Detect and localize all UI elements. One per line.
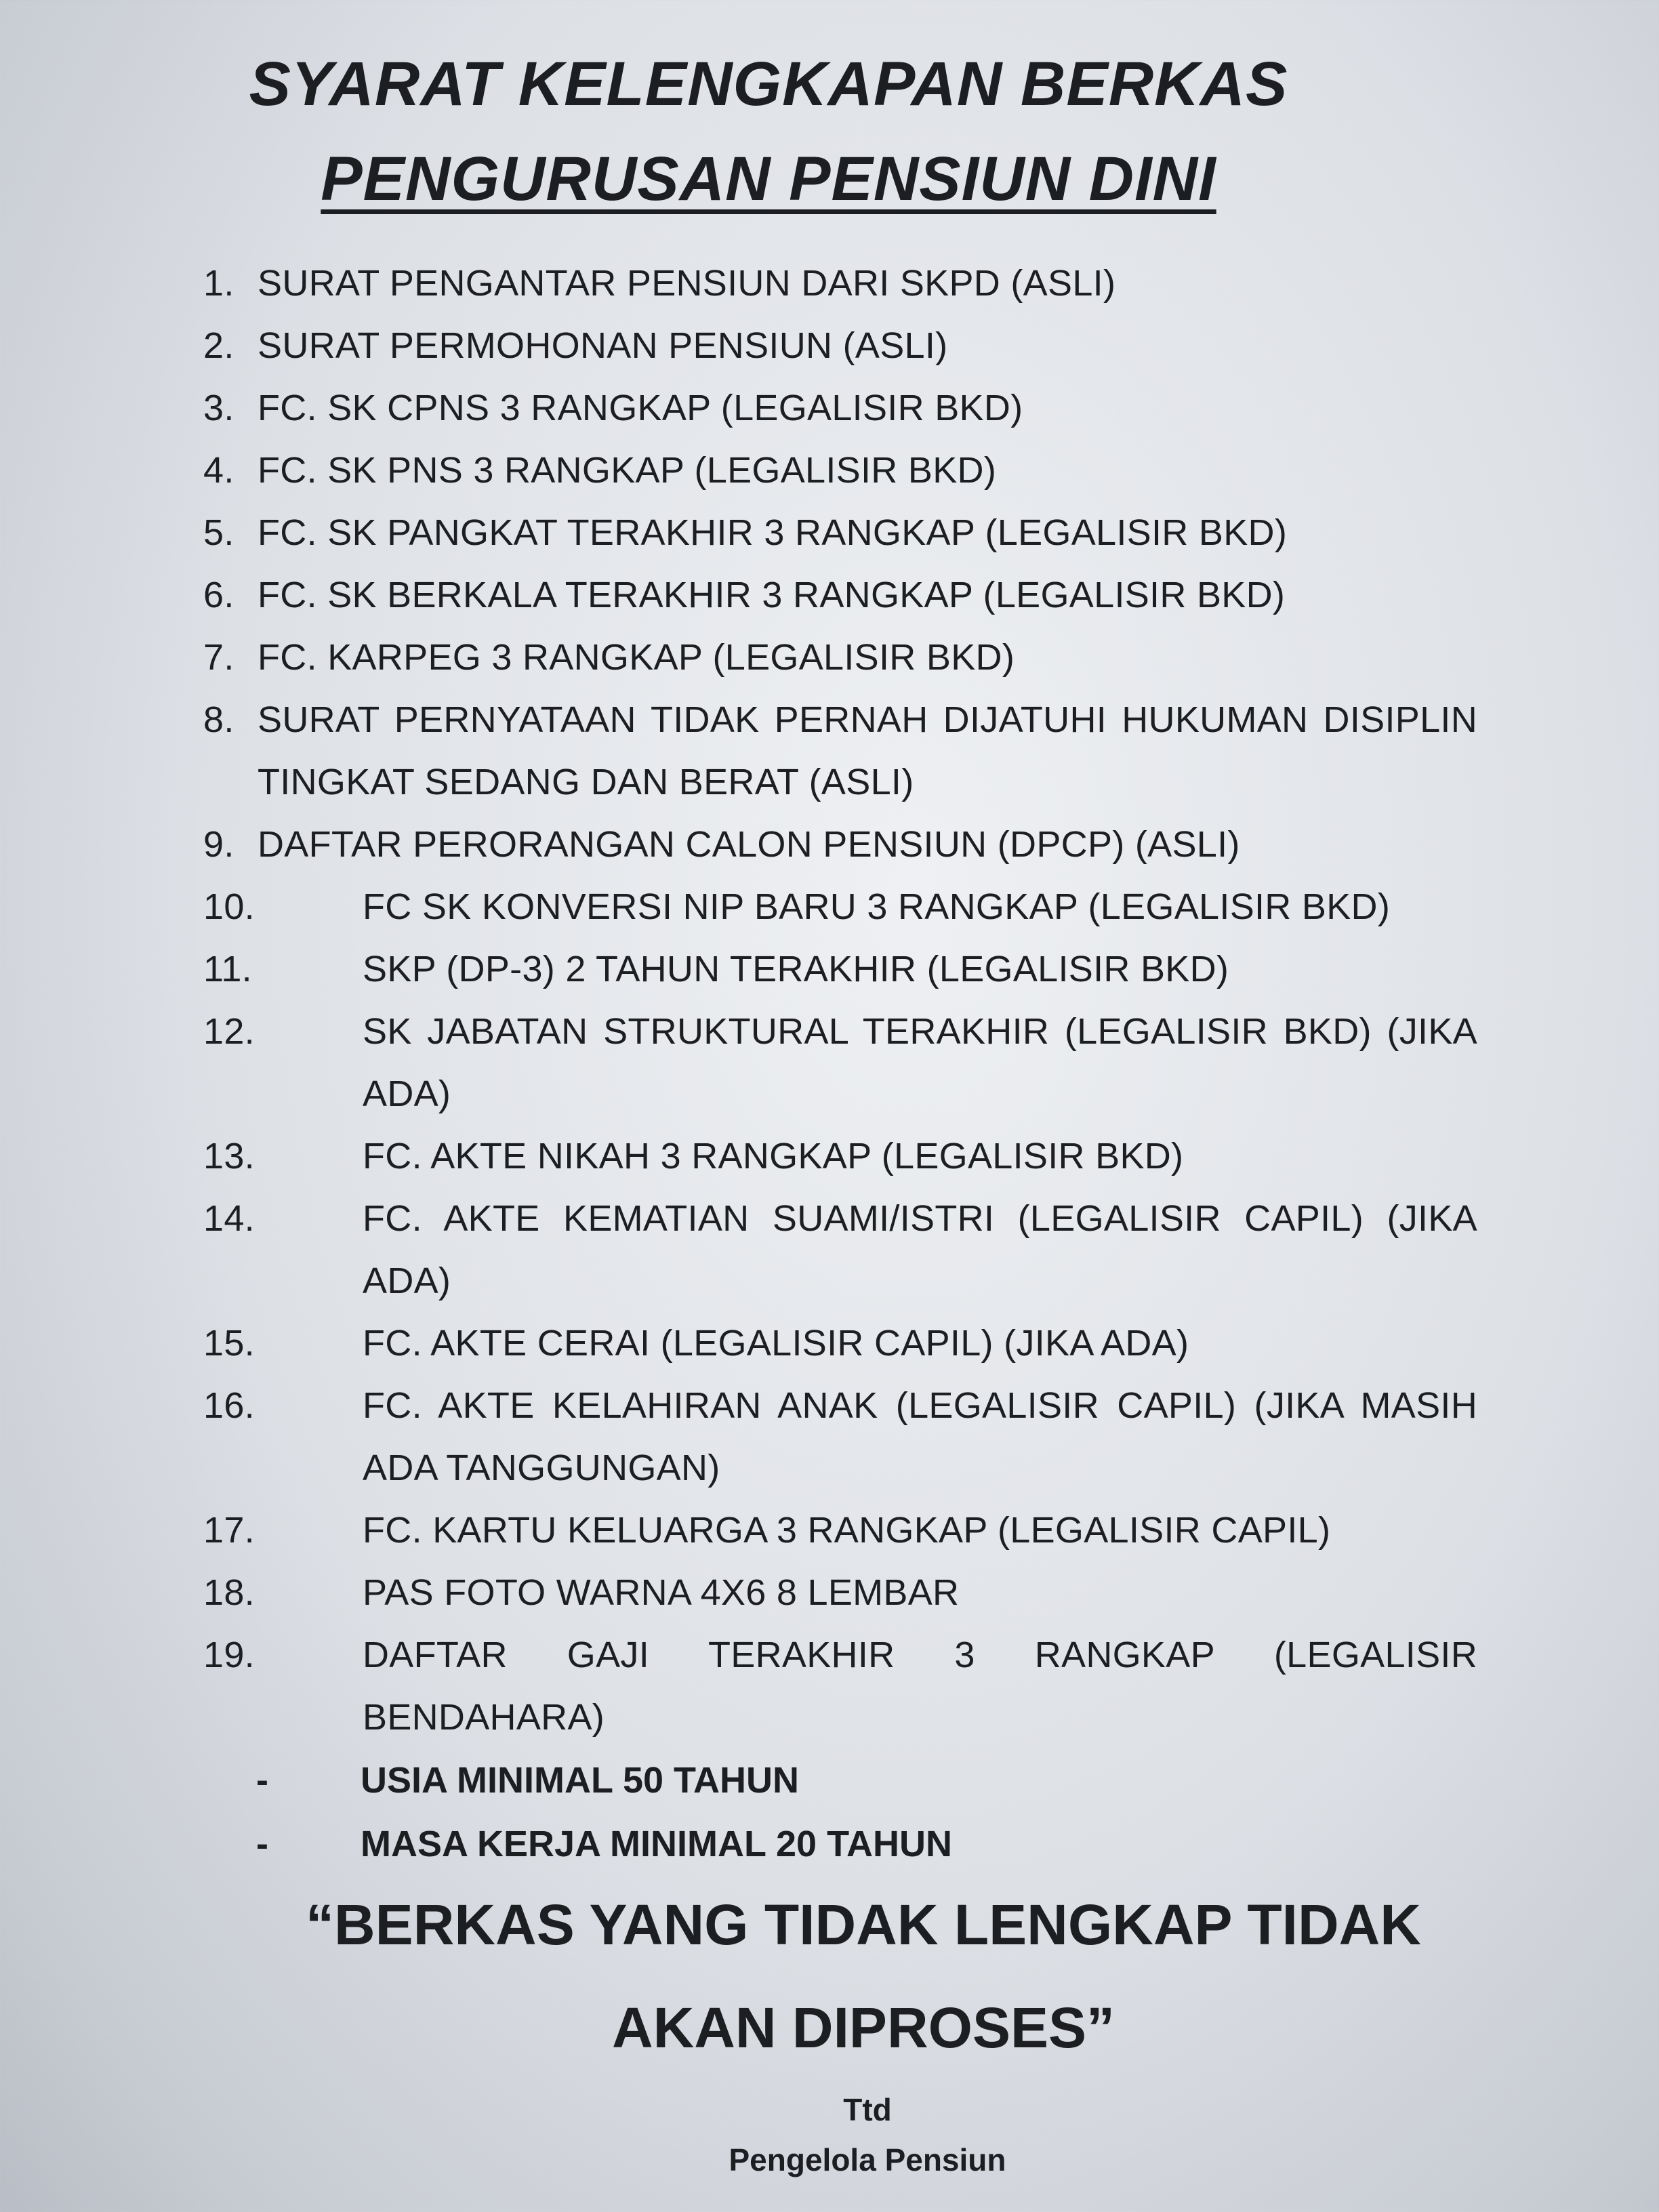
item-text: DAFTAR GAJI TERAKHIR 3 RANGKAP (LEGALISIR BENDAHARA) bbox=[363, 1635, 1477, 1738]
item-number: 11. bbox=[203, 949, 252, 989]
condition-text: MASA KERJA MINIMAL 20 TAHUN bbox=[361, 1824, 953, 1864]
item-text: SURAT PERMOHONAN PENSIUN (ASLI) bbox=[258, 325, 948, 366]
item-text: FC. SK BERKALA TERAKHIR 3 RANGKAP (LEGALISIR BKD) bbox=[258, 575, 1286, 615]
item-number: 12. bbox=[203, 1011, 255, 1052]
item-text: SURAT PENGANTAR PENSIUN DARI SKPD (ASLI) bbox=[258, 263, 1116, 304]
item-text: FC. AKTE CERAI (LEGALISIR CAPIL) (JIKA ADA) bbox=[363, 1323, 1189, 1364]
list-item bbox=[203, 377, 1477, 439]
list-item bbox=[203, 813, 1477, 876]
item-number: 16. bbox=[203, 1385, 255, 1426]
list-item bbox=[203, 1312, 1477, 1374]
item-text: FC. SK PNS 3 RANGKAP (LEGALISIR BKD) bbox=[258, 450, 997, 491]
item-number: 10. bbox=[203, 886, 255, 927]
list-item bbox=[203, 252, 1477, 314]
list-item bbox=[203, 1624, 1477, 1748]
list-item bbox=[203, 501, 1477, 564]
document-subtitle bbox=[0, 144, 1598, 215]
condition-text: USIA MINIMAL 50 TAHUN bbox=[361, 1760, 800, 1801]
item-text: FC. AKTE KEMATIAN SUAMI/ISTRI (LEGALISIR CAPIL) (JIKA ADA) bbox=[363, 1198, 1477, 1301]
title-line-2: PENGURUSAN PENSIUN DINI bbox=[321, 144, 1216, 213]
item-text: SURAT PERNYATAAN TIDAK PERNAH DIJATUHI HUKUMAN DISIPLIN TINGKAT SEDANG DAN BERAT (ASLI) bbox=[258, 699, 1477, 802]
condition-item bbox=[203, 1748, 1477, 1812]
item-number: 3. bbox=[203, 388, 234, 428]
item-text: FC. KARPEG 3 RANGKAP (LEGALISIR BKD) bbox=[258, 637, 1015, 678]
list-item bbox=[203, 938, 1477, 1000]
signature-name: Pengelola Pensiun bbox=[729, 2142, 1006, 2177]
item-number: 2. bbox=[203, 325, 234, 366]
list-item bbox=[203, 876, 1477, 938]
item-number: 6. bbox=[203, 575, 234, 615]
warning-line-2: AKAN DIPROSES” bbox=[611, 1996, 1115, 2060]
item-number: 7. bbox=[203, 637, 234, 678]
item-text: PAS FOTO WARNA 4X6 8 LEMBAR bbox=[363, 1572, 960, 1613]
item-number: 9. bbox=[203, 824, 234, 865]
item-text: FC. AKTE NIKAH 3 RANGKAP (LEGALISIR BKD) bbox=[363, 1136, 1184, 1176]
list-item bbox=[203, 439, 1477, 501]
item-number: 17. bbox=[203, 1510, 255, 1551]
condition-bullet: - bbox=[256, 1824, 268, 1864]
title-line-1: SYARAT KELENGKAPAN BERKAS bbox=[249, 49, 1288, 119]
condition-bullet: - bbox=[256, 1760, 268, 1801]
item-number: 5. bbox=[203, 512, 234, 553]
item-number: 14. bbox=[203, 1198, 255, 1239]
list-item bbox=[203, 314, 1477, 377]
item-text: FC. KARTU KELUARGA 3 RANGKAP (LEGALISIR CAPIL) bbox=[363, 1510, 1331, 1551]
list-item bbox=[203, 1374, 1477, 1499]
item-text: DAFTAR PERORANGAN CALON PENSIUN (DPCP) (ASLI) bbox=[258, 824, 1240, 865]
item-number: 15. bbox=[203, 1323, 255, 1364]
signature-ttd: Ttd bbox=[843, 2092, 892, 2127]
item-number: 18. bbox=[203, 1572, 255, 1613]
list-item bbox=[203, 689, 1477, 813]
list-item bbox=[203, 1000, 1477, 1125]
warning-line-1: “BERKAS YANG TIDAK LENGKAP TIDAK bbox=[306, 1893, 1421, 1957]
list-item bbox=[203, 564, 1477, 626]
item-text: SK JABATAN STRUKTURAL TERAKHIR (LEGALISIR BKD) (JIKA ADA) bbox=[363, 1011, 1477, 1114]
item-text: FC. SK PANGKAT TERAKHIR 3 RANGKAP (LEGALISIR BKD) bbox=[258, 512, 1288, 553]
list-item bbox=[203, 1187, 1477, 1312]
item-text: SKP (DP-3) 2 TAHUN TERAKHIR (LEGALISIR BKD) bbox=[363, 949, 1229, 989]
document-title bbox=[0, 49, 1598, 120]
item-text: FC SK KONVERSI NIP BARU 3 RANGKAP (LEGALISIR BKD) bbox=[363, 886, 1391, 927]
item-number: 19. bbox=[203, 1635, 255, 1675]
list-item bbox=[203, 1499, 1477, 1561]
item-number: 8. bbox=[203, 699, 234, 740]
requirements-list bbox=[203, 252, 1477, 1876]
item-number: 4. bbox=[203, 450, 234, 491]
list-item bbox=[203, 626, 1477, 689]
item-text: FC. SK CPNS 3 RANGKAP (LEGALISIR BKD) bbox=[258, 388, 1023, 428]
list-item bbox=[203, 1561, 1477, 1624]
item-number: 1. bbox=[203, 263, 234, 304]
condition-item bbox=[203, 1812, 1477, 1876]
list-item bbox=[203, 1125, 1477, 1187]
item-number: 13. bbox=[203, 1136, 255, 1176]
item-text: FC. AKTE KELAHIRAN ANAK (LEGALISIR CAPIL) (JIKA MASIH ADA TANGGUNGAN) bbox=[363, 1385, 1477, 1488]
